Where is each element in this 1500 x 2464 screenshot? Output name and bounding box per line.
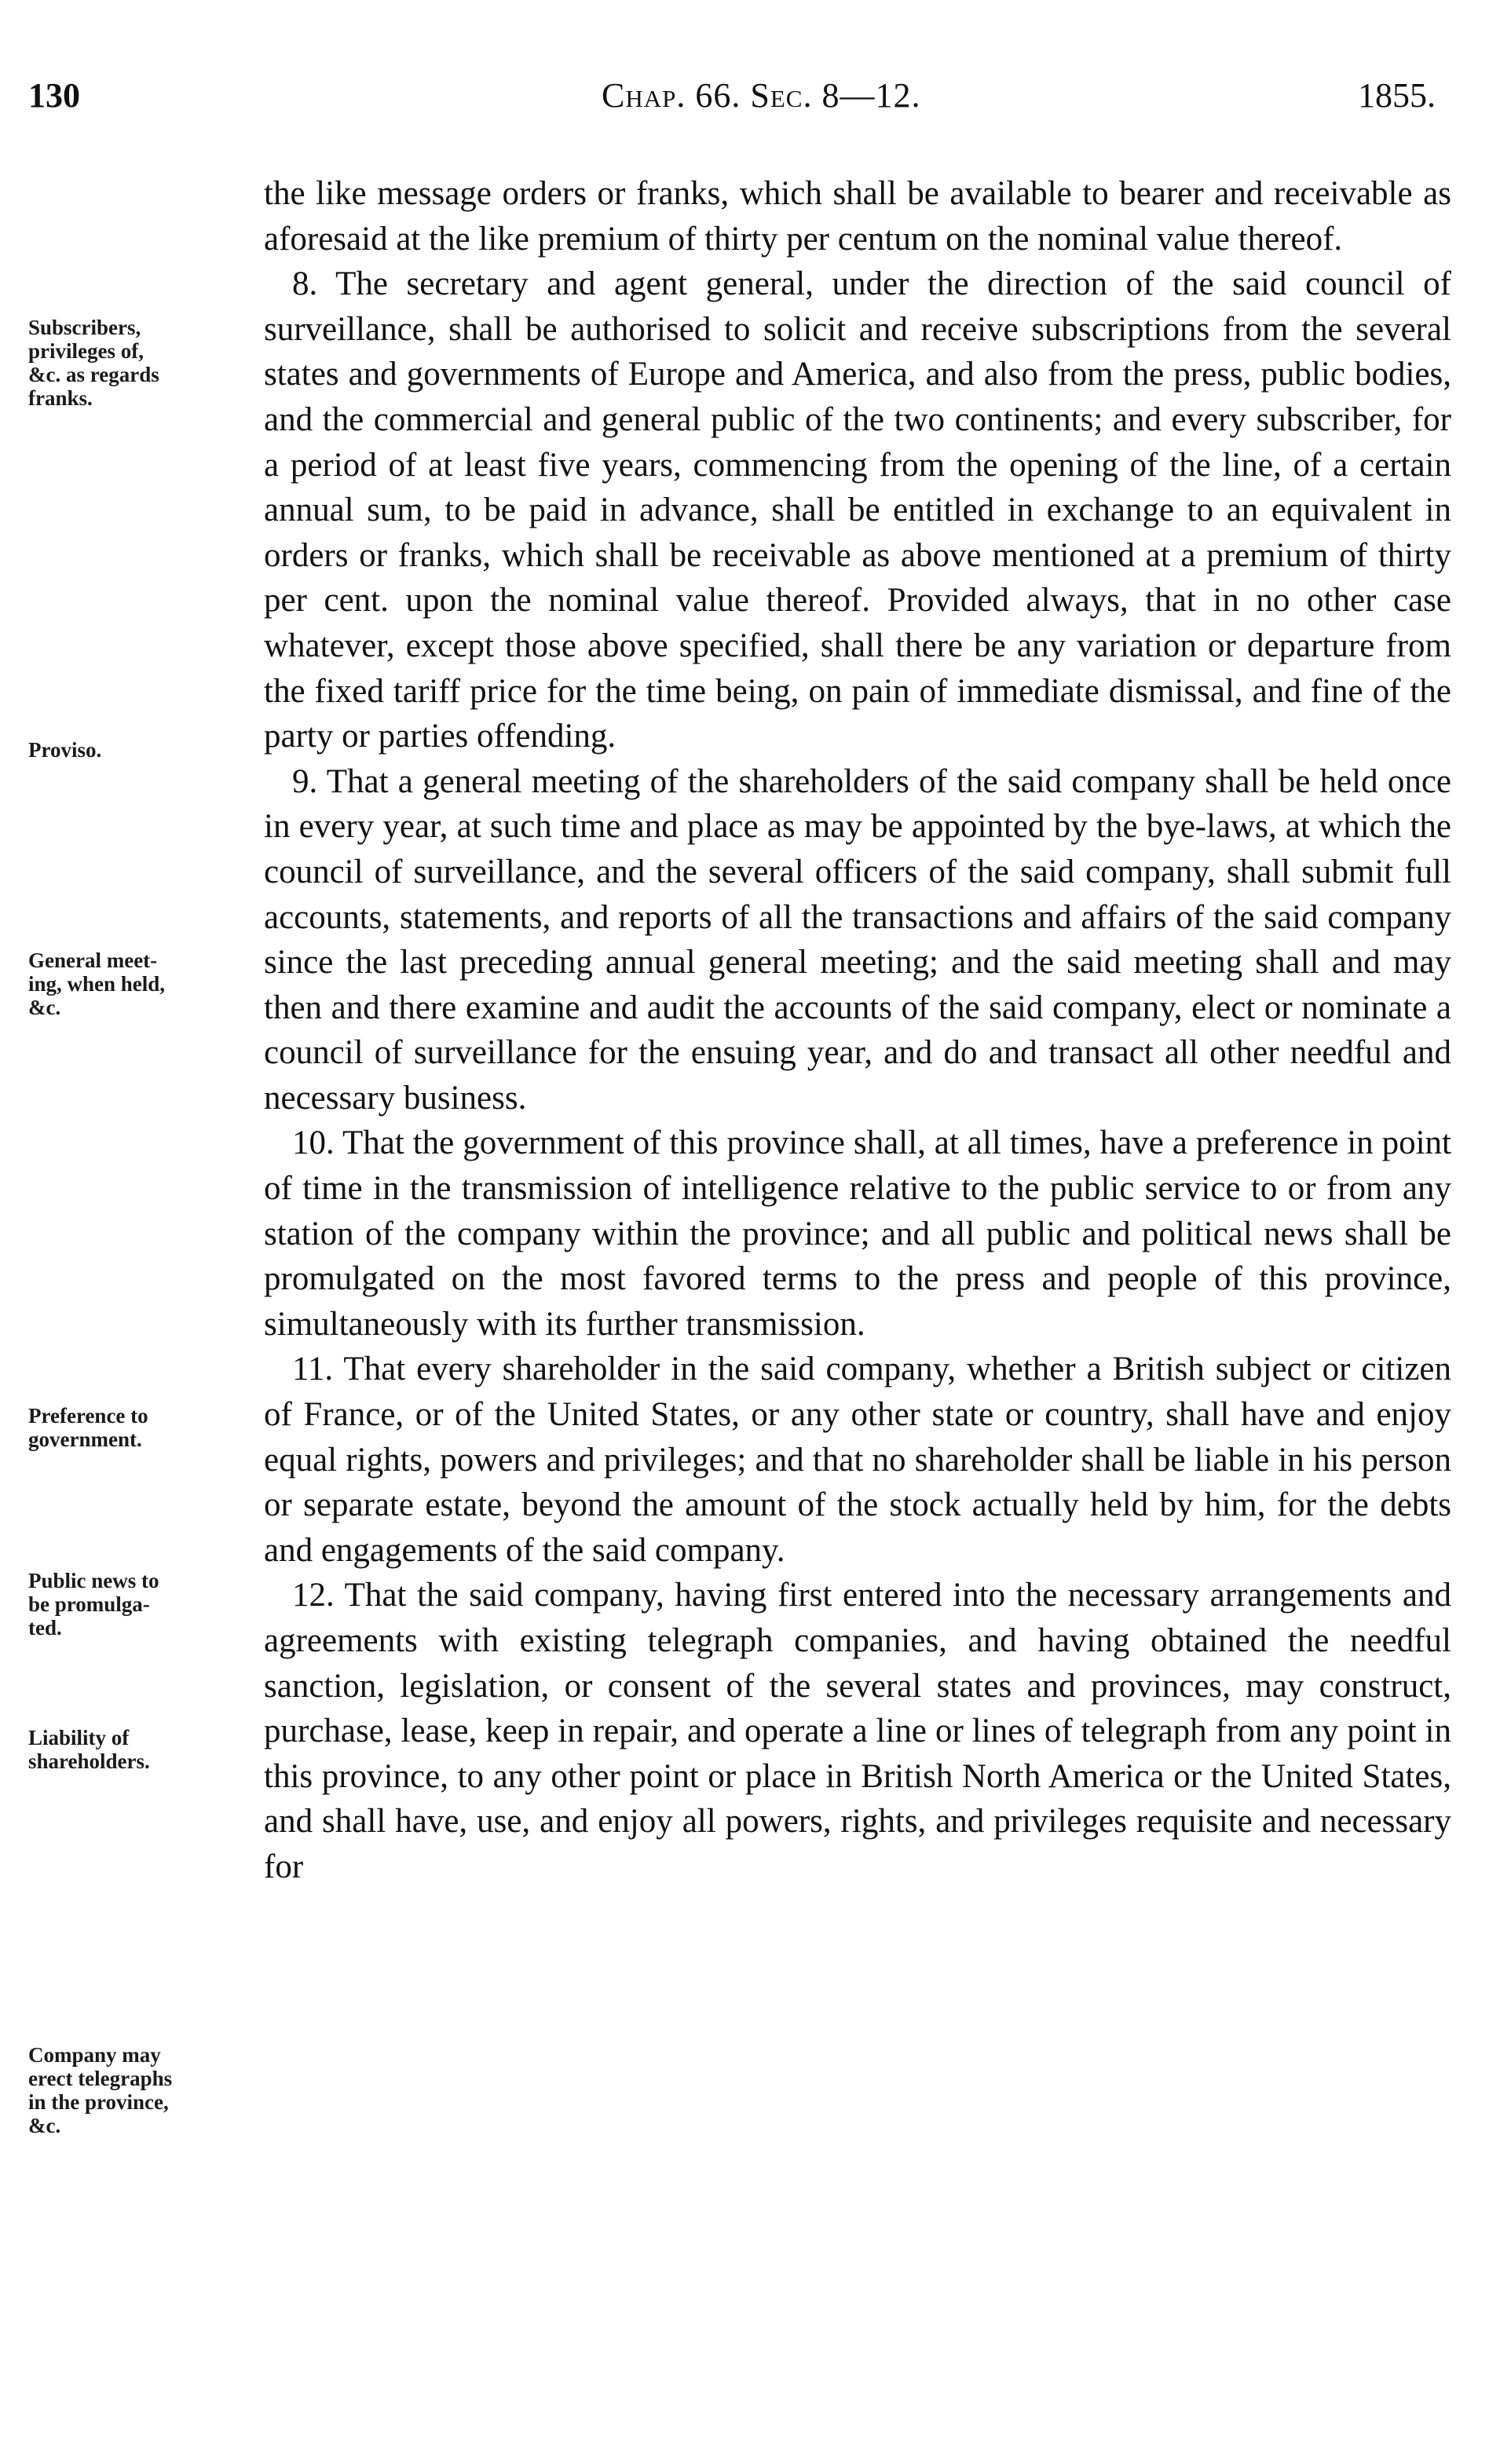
margin-note-subscribers: Subscribers, privileges of, &c. as regards franks. bbox=[28, 316, 159, 410]
margin-note-public-news: Public news to be promulga- ted. bbox=[28, 1569, 159, 1640]
statute-text bbox=[264, 171, 1451, 1890]
section-9: 9. That a general meeting of the shareholders of the said company shall be held once in every year, at such time and place as may be appointed by the bye-laws, at which the council of surveillance, and the several officers of the said company, shall submit full accounts, statements, and reports of all the transactions and affairs of the said company since the last preceding annual general meeting; and the said meeting shall and may then and there examine and audit the accounts of the said company, elect or nominate a council of surveillance for the ensuing year, and do and transact all other needful and necessary business. bbox=[264, 762, 1451, 1117]
margin-note-liability: Liability of shareholders. bbox=[28, 1726, 150, 1773]
page-number: 130 bbox=[28, 76, 80, 115]
paragraph-continuation: the like message orders or franks, which shall be available to bearer and receivable as aforesaid at the like premium of thirty per centum on the nominal value thereof. bbox=[264, 175, 1451, 258]
year-heading: 1855. bbox=[1358, 76, 1436, 115]
chapter-section-heading: Chap. 66. Sec. 8—12. bbox=[602, 76, 921, 115]
margin-note-general-meeting: General meet- ing, when held, &c. bbox=[28, 949, 166, 1019]
margin-note-proviso: Proviso. bbox=[28, 738, 102, 762]
running-header bbox=[28, 72, 1436, 119]
margin-note-company-telegraphs: Company may erect telegraphs in the province, &c. bbox=[28, 2043, 173, 2137]
section-11: 11. That every shareholder in the said company, whether a British subject or citizen of France, or of the United States, or any other state or country, shall have and enjoy equal rights, powers and privileges; and that no shareholder shall be liable in his person or separate estate, beyond the amount of the stock actually held by him, for the debts and engagements of the said company. bbox=[264, 1351, 1451, 1569]
section-10: 10. That the government of this province shall, at all times, have a preference in point of time in the transmission of intelligence relative to the public service to or from any station of the company within the province; and all public and political news shall be promulgated on the most favored terms to the press and people of this province, simultaneously with its further transmission. bbox=[264, 1124, 1451, 1343]
section-12: 12. That the said company, having first entered into the necessary arrangements and agreements with existing telegraph companies, and having obtained the needful sanction, legislation, or consent of the several states and provinces, may construct, purchase, lease, keep in repair, and operate a line or lines of telegraph from any point in this province, to any other point or place in British North America or the United States, and shall have, use, and enjoy all powers, rights, and privileges requisite and necessary for bbox=[264, 1577, 1451, 1885]
section-8: 8. The secretary and agent general, under the direction of the said council of surveillance, shall be authorised to solicit and receive subscriptions from the several states and governments of Europe and America, and also from the press, public bodies, and the commercial and general public of the two continents; and every subscriber, for a period of at least five years, commencing from the opening of the line, of a certain annual sum, to be paid in advance, shall be entitled in exchange to an equivalent in orders or franks, which shall be receivable as above mentioned at a premium of thirty per cent. upon the nominal value thereof. Provided always, that in no other case whatever, except those above specified, shall there be any variation or departure from the fixed tariff price for the time being, on pain of immediate dismissal, and fine of the party or parties offending. bbox=[264, 265, 1451, 755]
margin-note-preference: Preference to government. bbox=[28, 1404, 148, 1451]
